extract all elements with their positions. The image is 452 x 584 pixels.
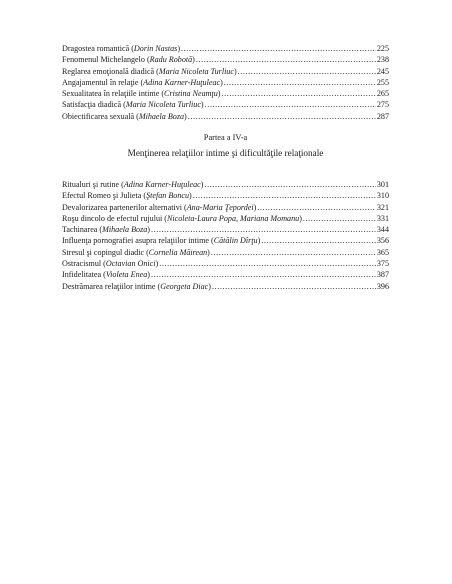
toc-entry-title: Fenomenul Michelangelo: [62, 55, 145, 65]
toc-entry-title: Sexualitatea în relaţiile intime: [62, 89, 160, 99]
toc-entry-title: Influenţa pornografiei asupra relaţiilor intime: [62, 236, 209, 246]
toc-entry-title: Roşu dincolo de efectul rujului: [62, 213, 163, 223]
toc-entry: Stresul şi copingul diadic (Cornelia Măirean) ..... 365: [62, 247, 389, 258]
toc-entry-title: Reglarea emoţională diadică: [62, 66, 155, 76]
toc-entry-page: 238: [376, 55, 389, 65]
toc-entry-page: 225: [376, 44, 389, 53]
toc-entry: Dragostea romantică (Dorin Nastas) ..... 225: [62, 43, 389, 54]
leader-dots: [261, 235, 376, 246]
toc-entry-author: Radu Robotă: [149, 55, 193, 65]
leader-dots: [181, 43, 376, 54]
toc-entry-author: Ştefan Boncu: [146, 191, 190, 201]
leader-dots: [303, 213, 376, 224]
toc-entry-title: Infidelitatea: [62, 270, 102, 280]
toc-entry-title: Obiectificarea sexuală: [62, 111, 135, 121]
toc-entry: Infidelitatea (Violeta Enea) ..... 387: [62, 269, 389, 280]
toc-entry-page: 321: [376, 202, 389, 212]
toc-entry: Ostracismul (Octavian Onici) ..... 375: [62, 258, 389, 269]
toc-entry: Obiectificarea sexuală (Mihaela Boza) ..... 287: [62, 111, 389, 122]
toc-entry-author: Adina Karner-Huţuleac: [143, 77, 221, 87]
toc-entry-author: Georgeta Diac: [160, 281, 209, 291]
leader-dots: [212, 281, 376, 292]
toc-entry-author: Mihaela Boza: [138, 111, 185, 121]
toc-entry-page: 245: [376, 66, 389, 76]
toc-entry: Sexualitatea în relaţiile intime (Cristina Neamţu) ..... 265: [62, 88, 389, 99]
toc-entry: Influenţa pornografiei asupra relaţiilor intime (Cătălin Dîrţu) ..... 356: [62, 235, 389, 246]
toc-entry: Roşu dincolo de efectul rujului (Nicoleta-Laura Popa, Mariana Momanu) ..... 331: [62, 213, 389, 224]
toc-entry-page: 396: [376, 281, 389, 291]
toc-entry-author: Ana-Maria Ţepordei: [186, 202, 254, 212]
toc-entry-page: 275: [376, 100, 389, 110]
toc-entry-author: Dorin Nastas: [133, 44, 178, 53]
toc-entry-title: Efectul Romeo şi Julieta: [62, 191, 142, 201]
toc-entry-page: 301: [376, 180, 389, 189]
toc-entry-author: Cornelia Măirean: [148, 247, 208, 257]
toc-entry-page: 344: [376, 225, 389, 235]
toc-entry-author: Cristina Neamţu: [164, 89, 218, 99]
toc-entry-page: 387: [376, 270, 389, 280]
toc-entry: Ritualuri şi rutine (Adina Karner-Huţuleac) ..... 301: [62, 179, 389, 190]
leader-dots: [188, 111, 376, 122]
toc-section-b: [62, 179, 389, 292]
toc-entry-title: Angajamentul în relaţie: [62, 77, 139, 87]
toc-entry-author: Violeta Enea: [105, 270, 148, 280]
toc-entry-page: 331: [376, 213, 389, 223]
toc-entry-title: Tachinarea: [62, 225, 98, 235]
leader-dots: [257, 202, 376, 213]
toc-entry: Destrămarea relaţiilor intime (Georgeta Diac) ..... 396: [62, 281, 389, 292]
toc-entry: Fenomenul Michelangelo (Radu Robotă) ..... 238: [62, 54, 389, 65]
toc-entry-title: Destrămarea relaţiilor intime: [62, 281, 156, 291]
toc-entry-page: 356: [376, 236, 389, 246]
toc-entry-title: Ritualuri şi rutine: [62, 180, 120, 189]
toc-entry-author: Nicoleta-Laura Popa, Mariana Momanu: [166, 213, 300, 223]
leader-dots: [204, 179, 375, 190]
toc-entry-page: 375: [376, 259, 389, 269]
toc-entry-author: Maria Nicoleta Turliuc: [125, 100, 201, 110]
toc-entry: Efectul Romeo şi Julieta (Ştefan Boncu) ..... 310: [62, 190, 389, 201]
leader-dots: [159, 258, 376, 269]
toc-entry-title: Dragostea romantică: [62, 44, 130, 53]
toc-entry: Angajamentul în relaţie (Adina Karner-Huţuleac) ..... 255: [62, 77, 389, 88]
leader-dots: [196, 54, 376, 65]
leader-dots: [151, 224, 376, 235]
leader-dots: [222, 88, 376, 99]
leader-dots: [224, 77, 376, 88]
toc-entry-title: Devalorizarea partenerilor alternativi: [62, 202, 182, 212]
toc-entry-author: Cătălin Dîrţu: [213, 236, 258, 246]
part-label: Partea a IV-a: [203, 133, 248, 142]
leader-dots: [211, 247, 376, 258]
toc-entry-title: Satisfacţia diadică: [62, 100, 122, 110]
toc-entry-author: Octavian Onici: [105, 259, 156, 269]
leader-dots: [205, 99, 376, 110]
toc-entry: Tachinarea (Mihaela Boza) ..... 344: [62, 224, 389, 235]
part-title: Menţinerea relaţiilor intime şi dificultăţile relaţionale: [127, 148, 324, 158]
leader-dots: [151, 269, 376, 280]
toc-entry-page: 287: [376, 111, 389, 121]
toc-entry: Devalorizarea partenerilor alternativi (Ana-Maria Ţepordei) ..... 321: [62, 202, 389, 213]
toc-entry-page: 365: [376, 247, 389, 257]
toc-entry-author: Mihaela Boza: [102, 225, 148, 235]
toc-entry-author: Adina Karner-Huţuleac: [123, 180, 201, 189]
toc-section-a: [62, 43, 389, 122]
toc-entry-title: Ostracismul: [62, 259, 102, 269]
toc-entry-author: Maria Nicoleta Turliuc: [158, 66, 234, 76]
toc-entry-page: 255: [376, 77, 389, 87]
leader-dots: [193, 190, 376, 201]
leader-dots: [238, 66, 376, 77]
toc-entry: Satisfacţia diadică (Maria Nicoleta Turliuc) ..... 275: [62, 99, 389, 110]
toc-entry-title: Stresul şi copingul diadic: [62, 247, 145, 257]
toc-entry-page: 310: [376, 191, 389, 201]
toc-entry-page: 265: [376, 89, 389, 99]
toc-entry: Reglarea emoţională diadică (Maria Nicoleta Turliuc) ..... 245: [62, 66, 389, 77]
